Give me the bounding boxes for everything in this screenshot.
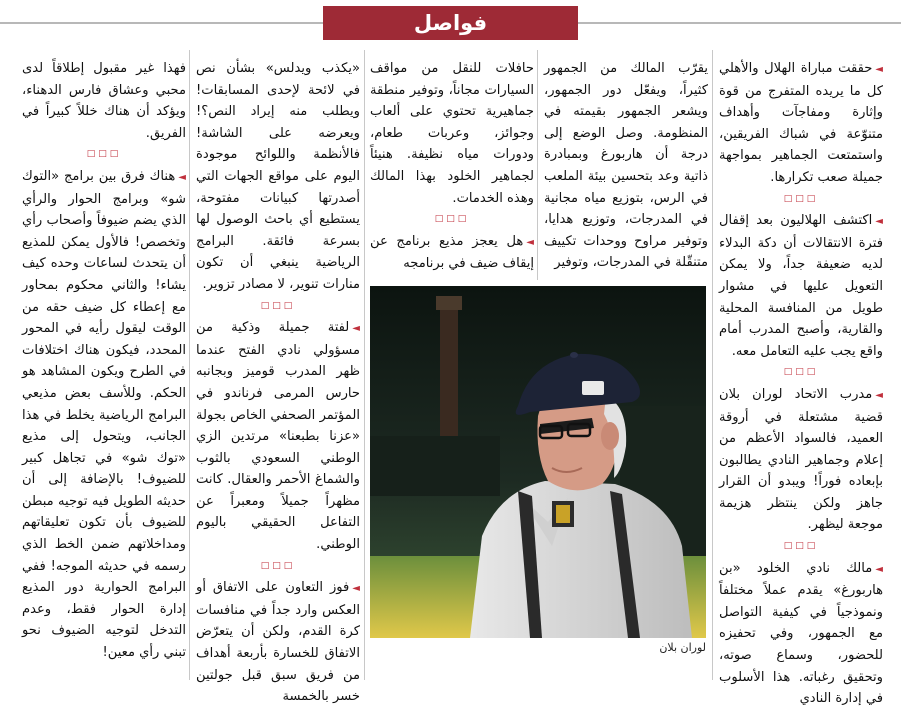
article-paragraph: [196, 317, 360, 556]
section-separator: □□□: [783, 367, 819, 378]
paragraph-text: فوز التعاون على الاتفاق أو العكس وارد جداً في منافسات كرة القدم، ولكن أن يتعرّض الاتفاق للخسارة بأربعة أهداف من فريق سبق قبل جولتين خسر بالخمسة: [196, 580, 360, 705]
article-paragraph: [196, 577, 360, 708]
article-paragraph: [719, 558, 883, 710]
column-divider: [712, 50, 713, 680]
paragraph-text: هناك فرق بين برامج «التوك شو» وبرامج الحوار والرأي الذي يضم ضيوفاً وأصحاب رأي وتخصص! فالأول يمكن للمذيع أن يتحدث لساعات وحده كيف يشاء! والثاني محكوم بمحاور مع إعطاء كل ضيف حقه من الوقت ليقول رأيه في المحور المحدد، فيكون هناك اختلافات في الطرح ويكون المشاهد هو الحكم. وللأسف بعض مذيعي البرامج الرياضية يخلط في هذا الجانب، ويتحول إلى مذيع «توك شو» في تجاهل كبير للضيوف! بالإضافة إلى أن حديثه الطويل فيه توجيه مبطن للضيوف بأن تكون تعليقاتهم ومداخلاتهم ضمن الخط الذي رسمه في حديثه الموجه! ففي البرامج الحوارية دور المذيع إدارة الحوار فقط، وعدم التدخل لتوجيه الضيوف نحو تبني رأي معين!: [22, 168, 186, 661]
bullet-arrow-icon: ◄: [178, 171, 186, 183]
bullet-arrow-icon: ◄: [875, 389, 883, 401]
paragraph-text: مالك نادي الخلود «بن هاربورغ» يقدم عملاً مختلفاً ونموذجياً في كيفية التواصل مع الجمهور، وفي تحفيزه للحضور، وسماع صوته، وتحقيق رغباته. هذا الأسلوب في إدارة النادي: [719, 560, 883, 707]
bullet-arrow-icon: ◄: [875, 216, 883, 228]
paragraph-text: لفتة جميلة وذكية من مسؤولي نادي الفتح عندما ظهر المدرب قوميز وبجانبه حارس المرمى فرناندو في المؤتمر الصحفي الخاص بجولة «عزنا بطبعنا» مرتدين الزي الوطني السعودي بالثوب والشماغ الأحمر والعقال. كانت مظهراً جميلاً ومعبراً عن التفاعل الحقيقي باليوم الوطني.: [196, 320, 360, 553]
column-divider: [189, 50, 190, 680]
article-column-3: [370, 58, 534, 282]
bullet-arrow-icon: ◄: [352, 323, 360, 335]
paragraph-text: يقرّب المالك من الجمهور كثيراً، ويفعّل دور الجمهور، ويشعر الجمهور بقيمته في المنظومة. وصل الوضع إلى درجة أن هاربورغ وبمبادرة ذاتية وعد بتحسين بيئة الملعب في الرس، بتوزيع مياه مجانية في المدرجات، وتوزيع هدايا، وتوفير مراوح ووحدات تكييف متنقّلة في المدرجات، وتوفير: [544, 61, 708, 271]
column-divider: [537, 50, 538, 280]
paragraph-text: فهذا غير مقبول إطلاقاً لدى محبي وعشاق فارس الدهناء، ويؤكد أن هناك خللاً كبيراً في الفريق.: [22, 61, 186, 141]
paragraph-text: «يكذب ويدلس» بشأن نص في لائحة لإحدى المسابقات! ويطلب منه إيراد النص؟! ويعرضه على الشاشة! فالأنظمة واللوائح موجودة اليوم على مواقع الجهات التي أصدرتها كبيانات مفتوحة، يستطيع أي باحث الوصول لها بسرعة فائقة. البرامج الرياضية ينبغي أن تكون منارات تنوير، لا مصادر تزوير.: [196, 61, 360, 292]
article-column-1: [719, 58, 883, 707]
column-divider: [364, 50, 365, 680]
article-paragraph: [22, 58, 186, 144]
section-title: فواصل: [323, 6, 578, 40]
section-separator: □□□: [260, 560, 296, 571]
section-separator: □□□: [783, 541, 819, 552]
article-column-4: [196, 58, 360, 705]
bullet-arrow-icon: ◄: [526, 236, 534, 248]
bullet-arrow-icon: ◄: [875, 64, 883, 75]
article-paragraph: [370, 231, 534, 275]
paragraph-text: هل يعجز مذيع برنامج عن إيقاف ضيف في برنامجه: [370, 233, 534, 272]
article-paragraph: [22, 166, 186, 664]
article-paragraph: [719, 384, 883, 536]
article-paragraph: [719, 58, 883, 189]
article-column-2: [544, 58, 708, 282]
article-paragraph: [370, 58, 534, 209]
article-paragraph: [196, 58, 360, 296]
photo-caption: لوران بلان: [659, 641, 706, 654]
paragraph-text: حققت مباراة الهلال والأهلي كل ما يريده المتفرج من قوة وإثارة ومفاجآت وأهداف متنوّعة في شباك الفريقين، واستمتعت الجماهير بمواجهة جميلة صعب تكرارها.: [719, 61, 883, 185]
section-separator: □□□: [86, 149, 122, 160]
paragraph-text: حافلات للنقل من مواقف السيارات مجاناً، وتوفير منطقة جماهيرية تحتوي على ألعاب وجوائز، وعربات طعام، ودورات مياه نظيفة. هنيئاً لجماهير الخلود بهذا المالك وهذه الخدمات.: [370, 61, 534, 206]
section-separator: □□□: [260, 300, 296, 311]
coach-photo: [370, 286, 706, 638]
bullet-arrow-icon: ◄: [352, 583, 360, 595]
article-column-5: [22, 58, 186, 674]
section-separator: □□□: [783, 193, 819, 204]
article-paragraph: [719, 210, 883, 362]
section-separator: □□□: [434, 214, 470, 225]
article-paragraph: [544, 58, 708, 274]
bullet-arrow-icon: ◄: [875, 563, 883, 575]
paragraph-text: مدرب الاتحاد لوران بلان قضية مشتعلة في أروقة العميد، فالسواد الأعظم من إعلام وجماهير النادي يطالبون بإبعاده فوراً! ويبدو أن القرار جاهز ولكن ينتظر هزيمة موجعة ليظهر.: [719, 386, 883, 533]
paragraph-text: اكتشف الهلاليون بعد إقفال فترة الانتقالات أن دكة البدلاء لديه ضعيفة جداً، ولا يمكن التعويل عليها في مشوار طويل من المنافسة المحلية والقارية، وأصبح المدرب أمام واقع يجب عليه التعامل معه.: [719, 213, 883, 359]
